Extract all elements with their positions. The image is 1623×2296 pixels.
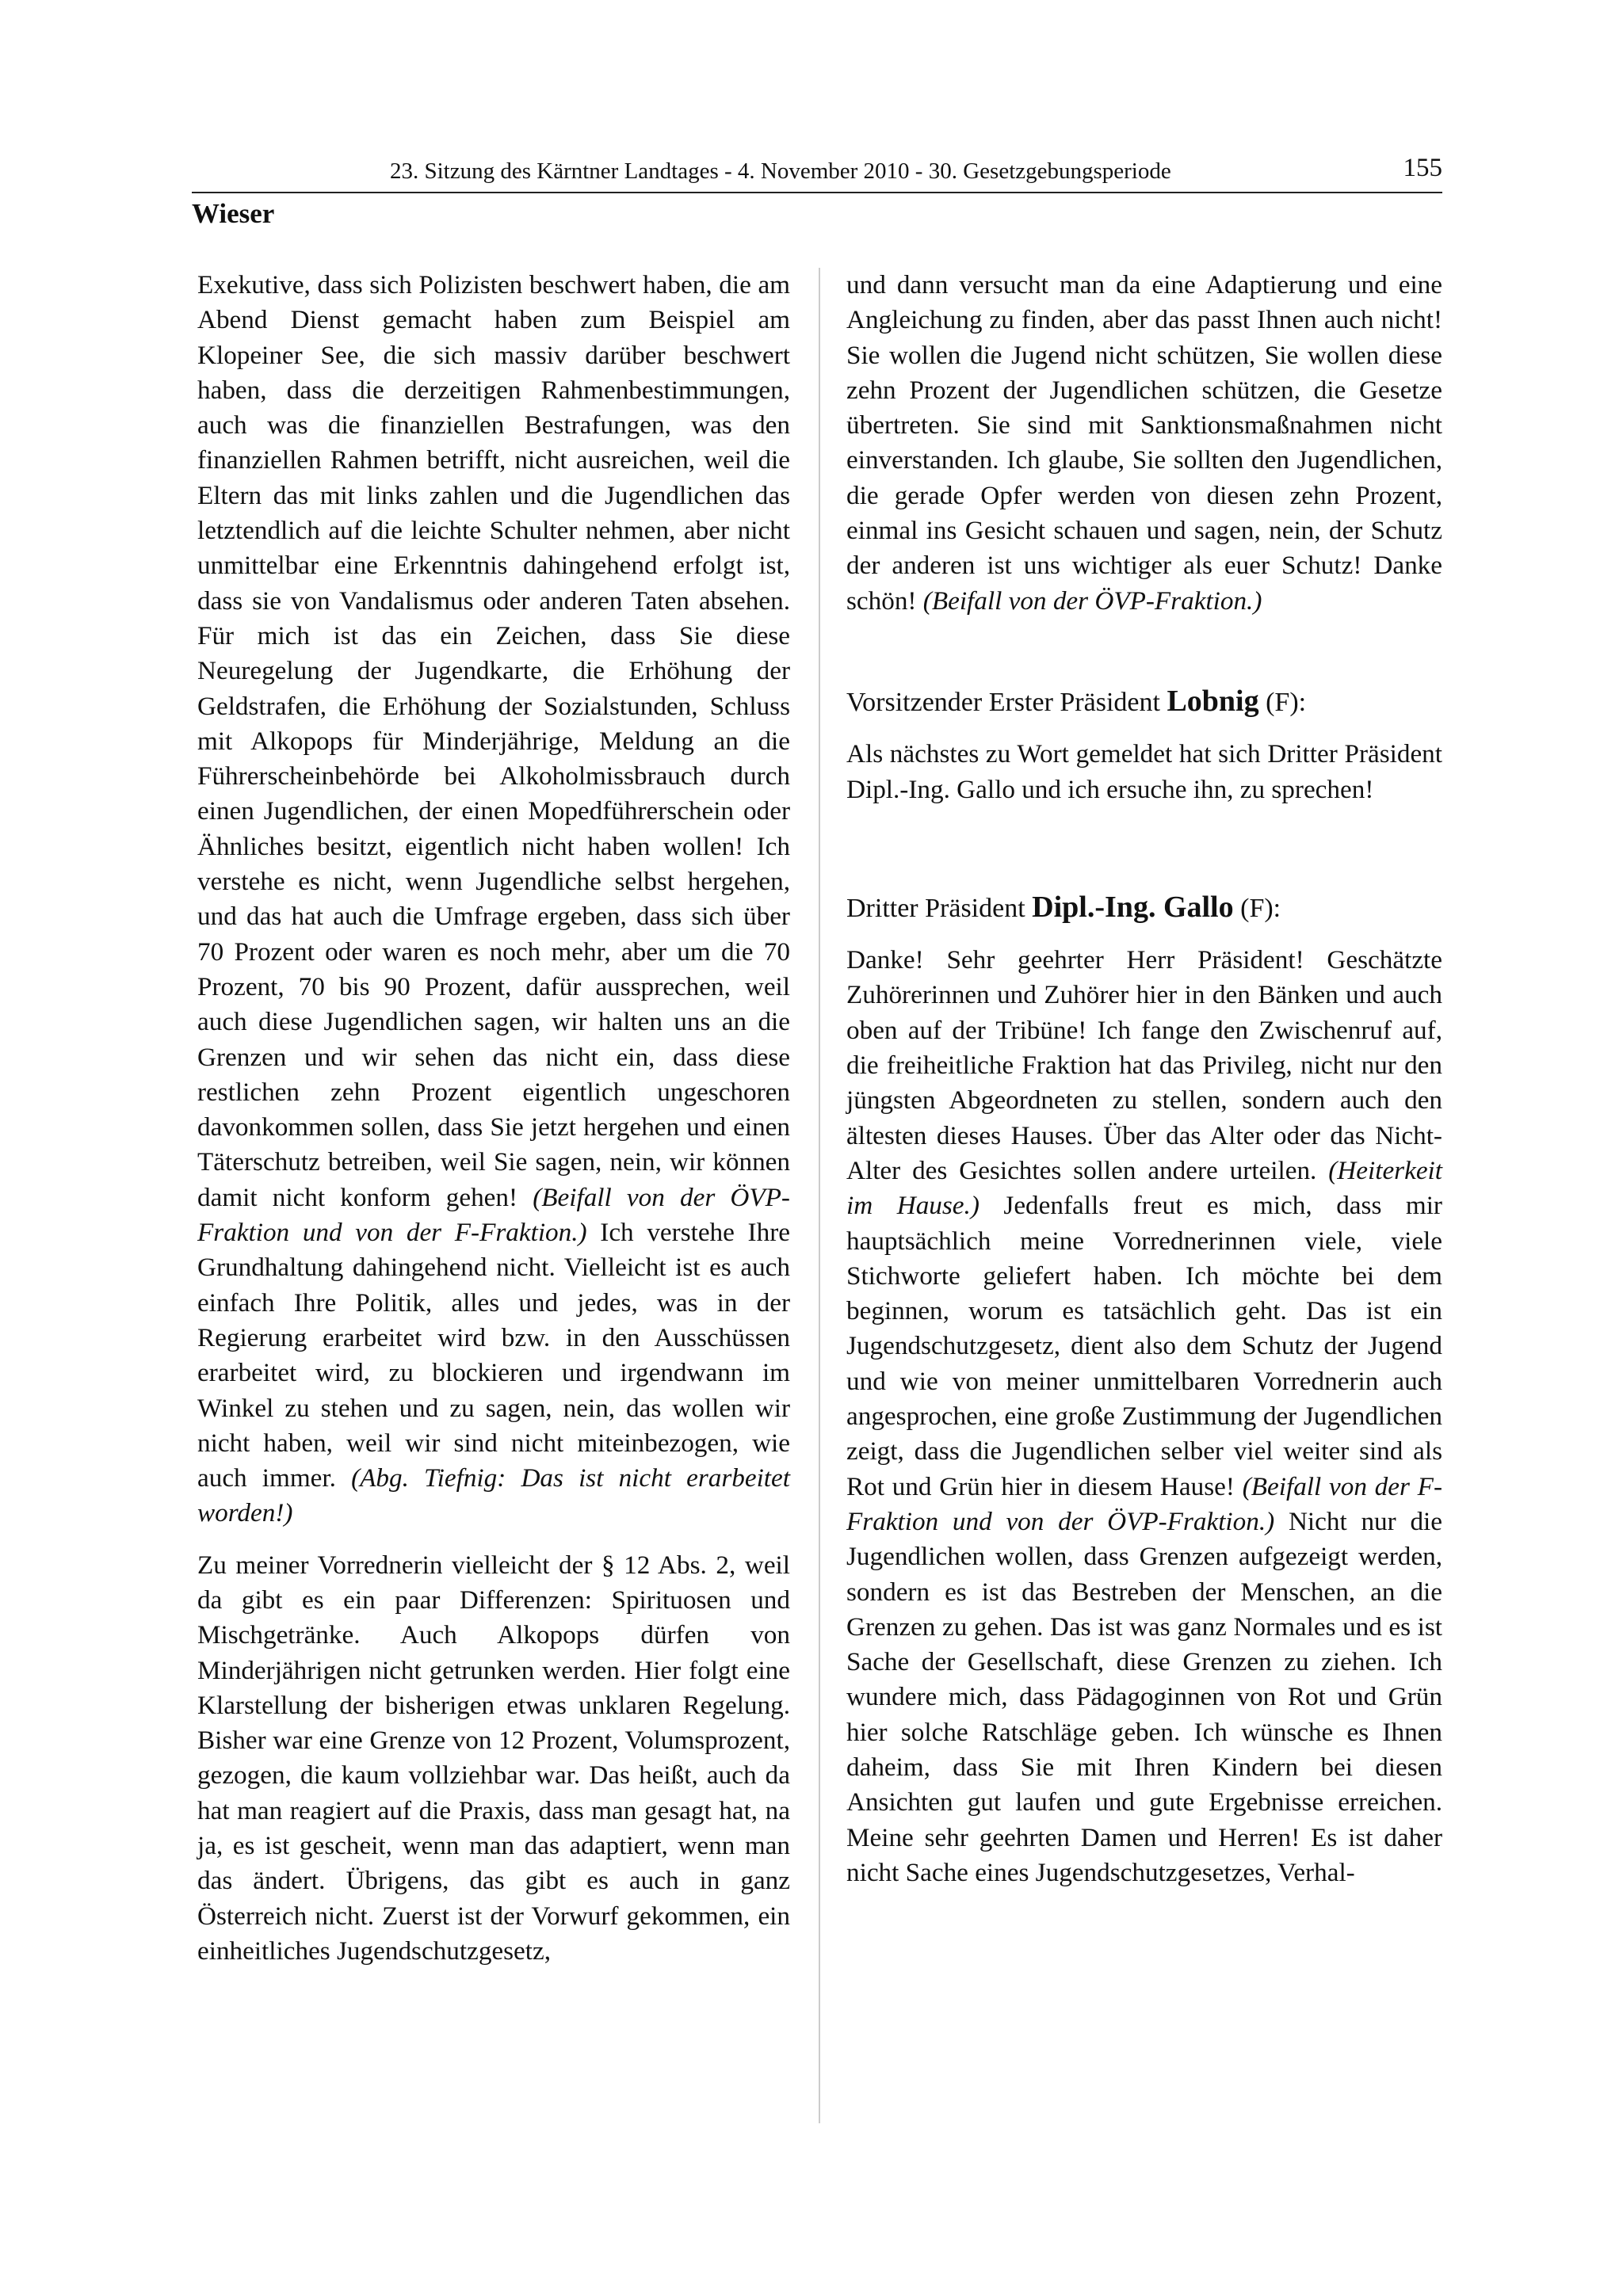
speech-text: Jedenfalls freut es mich, dass mir hauptsächlich meine Vorrednerinnen viele, viele Stichworte geliefert haben. Ich möchte bei dem beginnen, worum es tatsächlich geht. Das ist ein Jugendschutzgesetz, dient also dem Schutz der Jugend und wie von meiner unmittelbaren Vorrednerin auch angesprochen, eine große Zustimmung der Jugendlichen zeigt, dass die Jugendlichen selber viel weiter sind als Rot und Grün hier in diesem Hause! [846, 1191, 1442, 1501]
session-title: 23. Sitzung des Kärntner Landtages - 4. November 2010 - 30. Gesetzgebungsperiode [390, 158, 1171, 184]
speaker-name: Dipl.-Ing. Gallo [1032, 890, 1234, 924]
speaker-heading [846, 684, 1442, 720]
page-number: 155 [1403, 154, 1442, 182]
speaker-title: Vorsitzender Erster Präsident [846, 687, 1167, 717]
running-speaker-name: Wieser [192, 198, 275, 229]
speech-text: Ich verstehe Ihre Grundhaltung dahingehend nicht. Vielleicht ist es auch einfach Ihre Politik, alles und jedes, was in der Regierung erarbeitet wird bzw. in den Ausschüssen erarbeitet wird, zu blockieren und irgendwann im Winkel zu stehen und zu sagen, nein, das wollen wir nicht haben, weil wir sind nicht miteinbezogen, wie auch immer. [197, 1218, 790, 1493]
interjection: (Beifall von der ÖVP-Fraktion.) [922, 585, 1262, 616]
page-header [192, 154, 1442, 229]
speech-text: und dann versucht man da eine Adaptierung und eine Angleichung zu finden, aber das passt Ihnen auch nicht! Sie wollen die Jugend nicht schützen, Sie wollen diese zehn Prozent der Jugendlichen schützen, die Gesetze übertreten. Sie sind mit Sanktionsmaßnahmen nicht einverstanden. Ich glaube, Sie sollten den Jugendlichen, die gerade Opfer werden von diesen zehn Prozent, einmal ins Gesicht schauen und sagen, nein, der Schutz der anderen ist uns wichtiger als euer Schutz! Danke schön! [846, 270, 1442, 616]
speaker-heading [846, 890, 1442, 926]
paragraph [197, 268, 790, 1531]
speaker-title: Dritter Präsident [846, 893, 1033, 923]
paragraph [846, 943, 1442, 1890]
interjection: (Beifall von der F-Fraktion und von der ÖVP-Fraktion.) [846, 1471, 1443, 1536]
left-column [197, 268, 790, 1969]
interjection: (Heiterkeit im Hause.) [846, 1155, 1442, 1221]
interjection: (Beifall von der ÖVP-Fraktion und von der F-Fraktion.) [197, 1182, 790, 1248]
paragraph: Zu meiner Vorrednerin vielleicht der § 12 Abs. 2, weil da gibt es ein paar Differenzen: Spirituosen und Mischgetränke. Auch Alkopops dürfen von Minderjährigen nicht getrunken werden. Hier folgt eine Klarstellung der bisherigen etwas unklaren Regelung. Bisher war eine Grenze von 12 Prozent, Volumsprozent, gezogen, die kaum vollziehbar war. Das heißt, auch da hat man reagiert auf die Praxis, dass man gesagt hat, na ja, es ist gescheit, wenn man das adaptiert, wenn man das ändert. Übrigens, das gibt es auch in ganz Österreich nicht. Zuerst ist der Vorwurf gekommen, ein einheitliches Jugendschutzgesetz, [197, 1550, 790, 1966]
right-column [846, 268, 1442, 1890]
header-rule [192, 192, 1442, 193]
interjection: (Abg. Tiefnig: Das ist nicht erarbeitet worden!) [197, 1463, 790, 1528]
speech-text: Exekutive, dass sich Polizisten beschwert haben, die am Abend Dienst gemacht haben zum Beispiel am Klopeiner See, die sich massiv darüber beschwert haben, dass die derzeitigen Rahmenbestimmungen, auch was die finanziellen Bestrafungen, was den finanziellen Rahmen betrifft, nicht ausreichen, weil die Eltern das mit links zahlen und die Jugendlichen das letztendlich auf die leichte Schulter nehmen, aber nicht unmittelbar eine Erkenntnis dahingehend erfolgt ist, dass sie von Vandalismus oder anderen Taten absehen. Für mich ist das ein Zeichen, dass Sie diese Neuregelung der Jugendkarte, die Erhöhung der Geldstrafen, die Erhöhung der Sozialstunden, Schluss mit Alkopops für Minderjährige, Meldung an die Führerscheinbehörde bei Alkoholmissbrauch durch einen Jugendlichen, der einen Mopedführerschein oder Ähnliches besitzt, eigentlich nicht haben wollen! Ich verstehe es nicht, wenn Jugendliche selbst hergehen, und das hat auch die Umfrage ergeben, dass sich über 70 Prozent oder waren es noch mehr, aber um die 70 Prozent, 70 bis 90 Prozent, dafür aussprechen, weil auch diese Jugendlichen sagen, wir halten uns an die Grenzen und wir sehen das nicht ein, dass diese restlichen zehn Prozent eigentlich ungeschoren davonkommen sollen, dass Sie jetzt hergehen und einen Täterschutz betreiben, weil Sie sagen, nein, wir können damit nicht konform gehen! [197, 270, 790, 1212]
speaker-party: (F): [1233, 893, 1281, 923]
speech-text: Nicht nur die Jugendlichen wollen, dass Grenzen aufgezeigt werden, sondern es ist das Bestreben der Menschen, an die Grenzen zu gehen. Das ist was ganz Normales und es ist Sache der Gesellschaft, diese Grenzen zu ziehen. Ich wundere mich, dass Pädagoginnen von Rot und Grün hier solche Ratschläge geben. Ich wünsche es Ihnen daheim, dass Sie mit Ihren Kindern bei diesen Ansichten gut laufen und gute Ergebnisse erreichen. Meine sehr geehrten Damen und Herren! Es ist daher nicht Sache eines Jugendschutzgesetzes, Verhal- [846, 1506, 1442, 1887]
paragraph [846, 268, 1442, 619]
column-divider [819, 268, 820, 2123]
paragraph: Als nächstes zu Wort gemeldet hat sich Dritter Präsident Dipl.-Ing. Gallo und ich ersuche ihn, zu sprechen! [846, 739, 1442, 804]
speaker-party: (F): [1258, 687, 1307, 717]
speech-text: Danke! Sehr geehrter Herr Präsident! Geschätzte Zuhörerinnen und Zuhörer hier in den Bänken und auch oben auf der Tribüne! Ich fange den Zwischenruf auf, die freiheitliche Fraktion hat das Privileg, nicht nur den jüngsten Abgeordneten zu stellen, sondern auch den ältesten dieses Hauses. Über das Alter oder das Nicht-Alter des Gesichtes sollen andere urteilen. [846, 945, 1442, 1185]
speaker-name: Lobnig [1167, 684, 1259, 718]
